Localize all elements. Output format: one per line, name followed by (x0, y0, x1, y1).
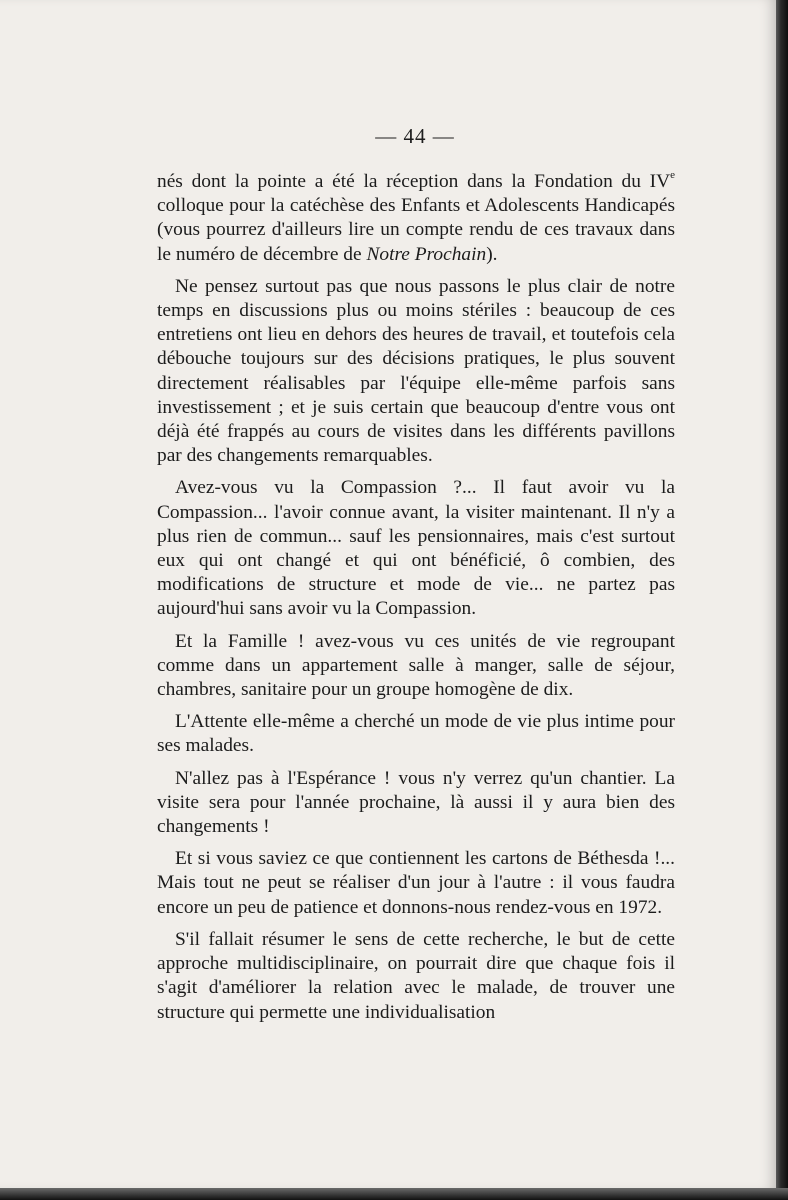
paragraph-1 (157, 170, 675, 267)
page-bottom-edge (0, 1188, 788, 1200)
paragraph-7: Et si vous saviez ce que contiennent les cartons de Béthesda !... Mais tout ne peut se réaliser d'un jour à l'autre : il vous faudra encore un peu de patience et donnons-nous rendez-vous en 1972. (157, 848, 675, 918)
paragraph-5: L'Attente elle-même a cherché un mode de vie plus intime pour ses malades. (157, 711, 675, 757)
book-spine-shadow (776, 0, 788, 1200)
page-number: — 44 — (375, 124, 455, 148)
paragraph-3: Avez-vous vu la Compassion ?... Il faut avoir vu la Compassion... l'avoir connue avant, la visiter maintenant. Il n'y a plus rien de commun... sauf les pensionnaires, mais c'est surtout eux qui ont changé et qui ont bénéficié, ô combien, des modifications de structure et mode de vie... ne partez pas aujourd'hui sans avoir vu la Compassion. (157, 477, 675, 620)
paragraph-6: N'allez pas à l'Espérance ! vous n'y verrez qu'un chantier. La visite sera pour l'année prochaine, là aussi il y aura bien des changements ! (157, 767, 675, 838)
paragraph-1-part-1: nés dont la pointe a été la réception dans la Fondation du IV (157, 171, 671, 192)
publication-title: Notre Prochain (366, 243, 487, 265)
paragraph-4: Et la Famille ! avez-vous vu ces unités de vie regroupant comme dans un appartement salle à manger, salle de séjour, chambres, sanitaire pour un groupe homogène de dix. (157, 630, 675, 701)
paragraph-8: S'il fallait résumer le sens de cette recherche, le but de cette approche multidisciplinaire, on pourrait dire que chaque fois il s'agit d'améliorer la relation avec le malade, de trouver une structure qui permette une individualisation (157, 928, 675, 1023)
ordinal-superscript: e (670, 168, 675, 181)
body-text (157, 170, 675, 1025)
paragraph-1-part-3: ). (486, 243, 498, 265)
paragraph-2: Ne pensez surtout pas que nous passons le plus clair de notre temps en discussions plus ou moins stériles : beaucoup de ces entretiens ont lieu en dehors des heures de travail, et toutefois cela débouche toujours sur des décisions pratiques, le plus souvent directement réalisables par l'équipe elle-même parfois sans investissement ; et je suis certain que beaucoup d'entre vous ont déjà été frappés au cours de visites dans les différents pavillons par des changements remarquables. (157, 275, 675, 467)
paragraph-1-part-2: colloque pour la catéchèse des Enfants et Adolescents Handicapés (vous pourrez d'ailleurs lire un compte rendu de ces travaux dans le numéro de décembre de (157, 195, 675, 265)
